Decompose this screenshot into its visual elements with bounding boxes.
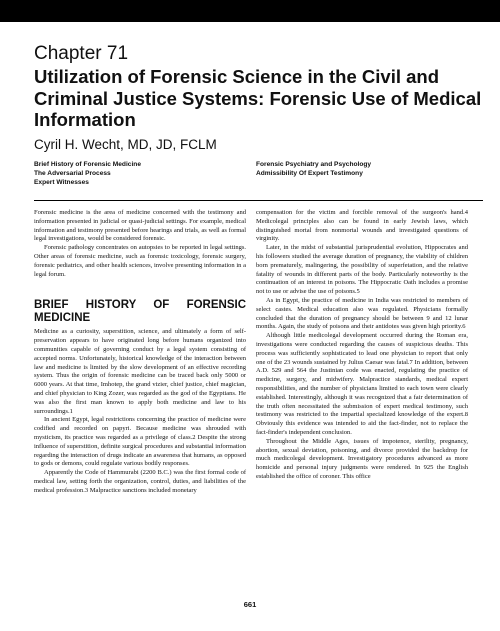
toc-item: Expert Witnesses: [34, 179, 89, 186]
intro-paragraph: Forensic pathology concentrates on autopsies to be reported in legal settings. Other areas of forensic medicine, such as forensic toxicology, forensic surgery, forensic pediatrics, and other health sciences, involve presenting information in a legal forum.: [34, 244, 246, 278]
toc-left: [34, 160, 141, 187]
body-paragraph: Medicine as a curiosity, superstition, science, and ultimately a form of self-preservation appears to have originated long before humans organized into communities capable of governing conduct by a legal system consisting of accepted norms. Unfortunately, historical knowledge of the interaction between law and medicine is limited by the slow development of an effective recording system. Thus the origin of forensic medicine can be traced back only 5000 or 6000 years. At that time, Imhotep, the grand vizier, chief justice, chief magician, and chief physician to King Zozer, was regarded as the god of the Egyptians. He was also the first man known to apply both medicine and law to his surroundings.1: [34, 328, 246, 415]
chapter-label: Chapter 71: [34, 43, 129, 64]
section-heading: BRIEF HISTORY OF FORENSIC MEDICINE: [34, 299, 246, 325]
toc-item: Brief History of Forensic Medicine: [34, 161, 141, 168]
body-paragraph: Although little medicolegal development occurred during the Roman era, investigations were conducted regarding the causes of suspicious deaths. This process was sufficiently sophisticated to lead one physician to report that only one of the 23 wounds sustained by Julius Caesar was fatal.7 In addition, between A.D. 529 and 564 the Justinian code was enacted, regulating the practice of medicine, surgery, and midwifery. Malpractice standards, medical expert responsibilities, and the number of physicians limited to each town were clearly established. Interestingly, although it was recognized that a fair determination of the truth often necessitated the submission of expert medical testimony, such testimony was restricted to the impartial specialized knowledge of the expert.8 Obviously this evidence was intended to aid the fact-finder, not to replace the fact-finder's independent conclusion.: [256, 332, 468, 436]
section-divider: [34, 200, 483, 201]
page-number: 661: [243, 600, 257, 609]
top-black-bar: [0, 0, 500, 22]
left-column: [34, 209, 246, 496]
toc-item: Admissibility Of Expert Testimony: [256, 170, 363, 177]
body-paragraph: Throughout the Middle Ages, issues of impotence, sterility, pregnancy, abortion, sexual deviation, poisoning, and divorce provided the backdrop for much medicolegal development. Investigatory procedures advanced as more homicide and personal injury judgments were rendered. In 925 the English established the office of coroner. This office: [256, 437, 468, 480]
body-paragraph: compensation for the victim and forcible removal of the surgeon's hand.4 Medicolegal principles also can be found in early Jewish laws, which distinguished mortal from nonmortal wounds and investigated questions of virginity.: [256, 209, 468, 243]
author-name: Cyril H. Wecht, MD, JD, FCLM: [34, 137, 217, 152]
body-paragraph: As in Egypt, the practice of medicine in India was restricted to members of select castes. Medical education also was regulated. Physicians formally concluded that the duration of pregnancy should be between 9 and 12 lunar months. Again, the study of poisons and their antidotes was given high priority.6: [256, 296, 468, 331]
toc-item: The Adversarial Process: [34, 170, 111, 177]
body-paragraph: Apparently the Code of Hammurabi (2200 B.C.) was the first formal code of medical law, setting forth the organization, control, duties, and liabilities of the medical profession.3 Malpractice sanctions included monetary: [34, 469, 246, 494]
body-paragraph: Later, in the midst of substantial jurisprudential evolution, Hippocrates and his followers studied the average duration of pregnancy, the viability of children born prematurely, malingering, the possibility of superfetation, and the relative fatality of wounds in different parts of the body. Particularly noteworthy is the continuation of an interest in poisons. The Hippocratic Oath includes a promise not to use or advise the use of poisons.5: [256, 244, 468, 296]
toc-right: [256, 160, 371, 178]
body-paragraph: In ancient Egypt, legal restrictions concerning the practice of medicine were codified and recorded on papyri. Because medicine was shrouded with mysticism, its practice was regarded as a privilege of class.2 Despite the strong influence of superstition, definite surgical procedures and substantial information regarding the interaction of drugs indicate an awareness that humans, as opposed to gods or demons, could regulate various bodily responses.: [34, 416, 246, 468]
chapter-title: Utilization of Forensic Science in the Civil and Criminal Justice Systems: Forensic Use of Medical Information: [34, 66, 482, 130]
intro-paragraph: Forensic medicine is the area of medicine concerned with the testimony and information presented in judicial or quasi-judicial settings. For example, medical information and testimony presented before hearings and trials, as well as formal legal investigations, would be considered forensic.: [34, 209, 246, 243]
toc-item: Forensic Psychiatry and Psychology: [256, 161, 372, 168]
right-column: [256, 209, 468, 482]
